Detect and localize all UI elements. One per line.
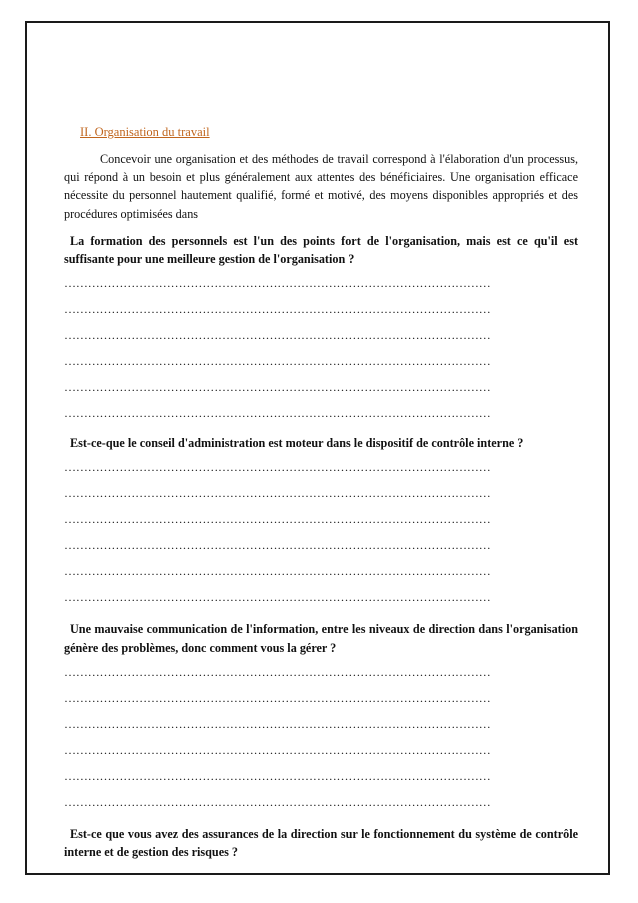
answer-line[interactable]: ……………………………………………………………………………………………… — [64, 328, 491, 343]
answer-line[interactable]: ……………………………………………………………………………………………… — [64, 768, 491, 783]
answer-lines-2 — [64, 454, 578, 610]
answer-lines-1 — [64, 270, 578, 426]
answer-line[interactable]: ……………………………………………………………………………………………… — [64, 512, 491, 527]
answer-line[interactable]: ……………………………………………………………………………………………… — [64, 406, 491, 421]
answer-line[interactable]: ……………………………………………………………………………………………… — [64, 486, 491, 501]
answer-line[interactable]: ……………………………………………………………………………………………… — [64, 590, 491, 605]
question-1: La formation des personnels est l'un des points fort de l'organisation, mais est ce qu'il est suffisante pour une meilleure gestion de l'organisation ? — [64, 233, 578, 267]
answer-line[interactable]: ……………………………………………………………………………………………… — [64, 354, 491, 369]
answer-line[interactable]: ……………………………………………………………………………………………… — [64, 276, 491, 291]
answer-line[interactable]: ……………………………………………………………………………………………… — [64, 380, 491, 395]
answer-line[interactable]: ……………………………………………………………………………………………… — [64, 664, 491, 679]
question-4: Est-ce que vous avez des assurances de la direction sur le fonctionnement du système de contrôle interne et de gestion des risques ? — [64, 826, 578, 860]
question-2: Est-ce-que le conseil d'administration est moteur dans le dispositif de contrôle interne ? — [70, 436, 524, 451]
answer-line[interactable]: ……………………………………………………………………………………………… — [64, 742, 491, 757]
answer-line[interactable]: ……………………………………………………………………………………………… — [64, 302, 491, 317]
answer-line[interactable]: ……………………………………………………………………………………………… — [64, 716, 491, 731]
question-3: Une mauvaise communication de l'information, entre les niveaux de direction dans l'organisation génère des problèmes, donc comment vous la gérer ? — [64, 622, 578, 655]
document-body — [64, 125, 578, 861]
answer-line[interactable]: ……………………………………………………………………………………………… — [64, 794, 491, 809]
answer-line[interactable]: ……………………………………………………………………………………………… — [64, 538, 491, 553]
answer-line[interactable]: ……………………………………………………………………………………………… — [64, 460, 491, 475]
answer-line[interactable]: ……………………………………………………………………………………………… — [64, 690, 491, 705]
section-heading: II. Organisation du travail — [80, 125, 210, 139]
intro-paragraph: Concevoir une organisation et des méthodes de travail correspond à l'élaboration d'un processus, qui répond à un besoin et plus généralement aux attentes des bénéficiaires. Une organisation efficace nécessite du personnel hautement qualifié, formé et motivé, des moyens disponibles appropriés et des procédures optimisées dans — [64, 152, 578, 221]
answer-line[interactable]: ……………………………………………………………………………………………… — [64, 564, 491, 579]
answer-lines-3 — [64, 659, 578, 815]
